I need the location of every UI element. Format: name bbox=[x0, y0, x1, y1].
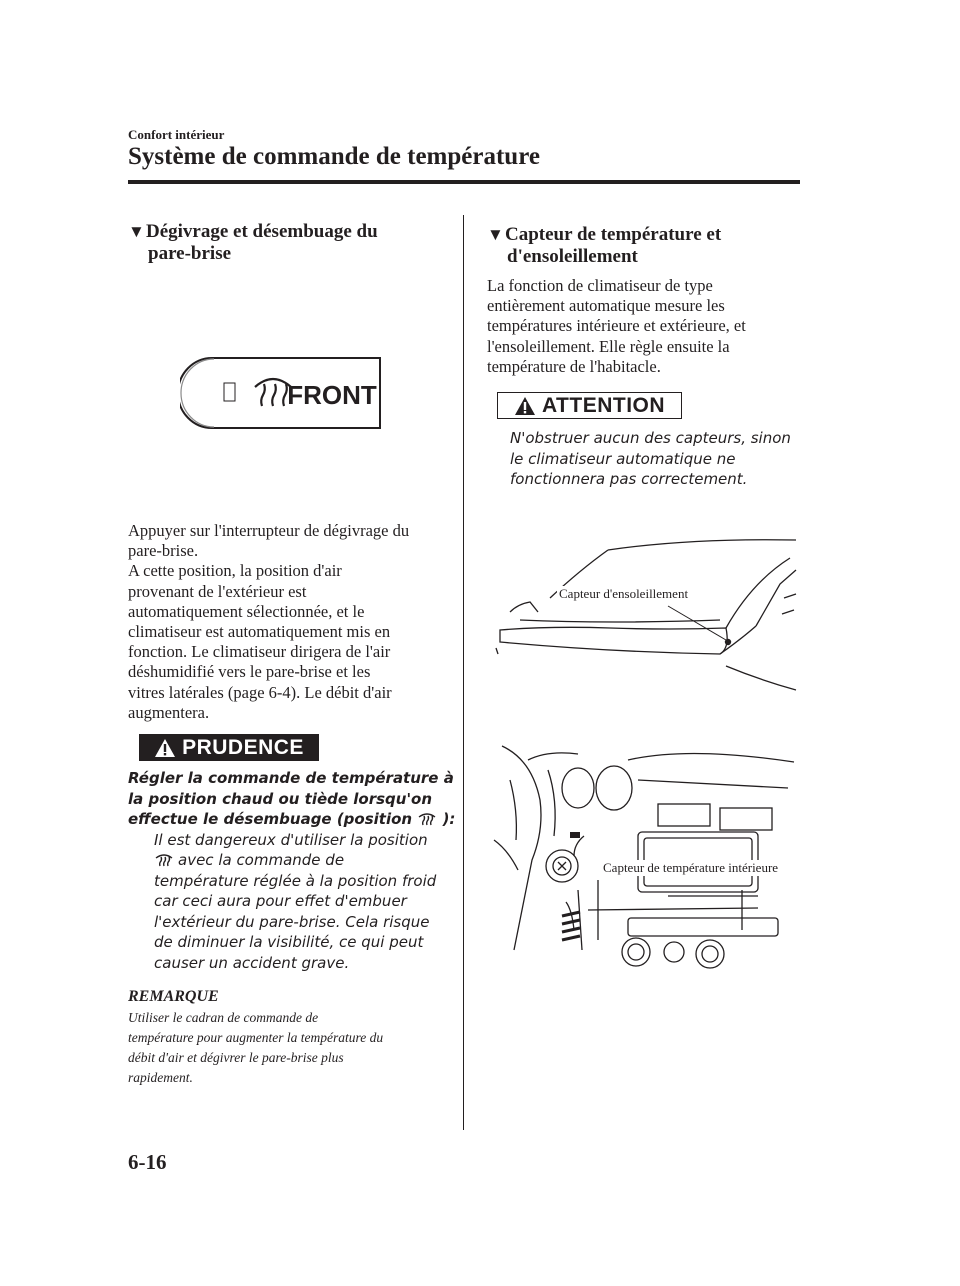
defrost-heading bbox=[128, 221, 448, 265]
defrost-body bbox=[128, 521, 458, 723]
triangle-marker-icon: ▼ bbox=[487, 225, 504, 244]
body-line: A cette position, la position d'air bbox=[128, 561, 342, 581]
body-line: l'ensoleillement. Elle règle ensuite la bbox=[487, 336, 730, 356]
caution-line: car ceci aura pour effet d'embuer bbox=[154, 892, 407, 910]
body-line: provenant de l'extérieur est bbox=[128, 581, 307, 601]
sensor-heading-line2: d'ensoleillement bbox=[507, 246, 638, 267]
caution-line: Il est dangereux d'utiliser la position bbox=[154, 830, 428, 849]
caution-banner bbox=[139, 734, 319, 761]
warning-triangle-icon bbox=[514, 396, 536, 416]
caution-line: de diminuer la visibilité, ce qui peut bbox=[154, 933, 424, 951]
body-line: fonction. Le climatiseur dirigera de l'air bbox=[128, 642, 391, 662]
caution-text bbox=[128, 768, 458, 973]
column-divider bbox=[463, 215, 464, 1130]
note-line: rapidement. bbox=[128, 1070, 193, 1085]
body-line: augmentera. bbox=[128, 702, 210, 722]
caution-line: causer un accident grave. bbox=[154, 953, 350, 972]
title-rule bbox=[128, 180, 800, 184]
body-line: automatiquement sélectionnée, et le bbox=[128, 601, 365, 621]
body-line: entièrement automatique mesure les bbox=[487, 296, 725, 316]
body-line: température de l'habitacle. bbox=[487, 356, 661, 376]
front-defroster-button-illustration bbox=[180, 357, 382, 434]
attention-line: fonctionnera pas correctement. bbox=[510, 470, 748, 488]
attention-line: le climatiseur automatique ne bbox=[510, 449, 736, 468]
body-line: températures intérieure et extérieure, et bbox=[487, 316, 746, 336]
warning-triangle-icon bbox=[154, 738, 176, 758]
body-line: climatiseur est automatiquement mis en bbox=[128, 622, 391, 642]
note-title: REMARQUE bbox=[128, 988, 219, 1005]
interior-temperature-sensor-marker bbox=[570, 832, 580, 838]
defrost-heading-line1: Dégivrage et désembuage du bbox=[146, 221, 378, 242]
note-line: débit d'air et dégivrer le pare-brise plus bbox=[128, 1050, 344, 1065]
triangle-marker-icon: ▼ bbox=[128, 222, 145, 241]
body-line: déshumidifié vers le pare-brise et les bbox=[128, 662, 371, 682]
defroster-icon bbox=[154, 853, 174, 867]
sunlight-sensor-callout: Capteur d'ensoleillement bbox=[559, 586, 689, 601]
page-title: Système de commande de température bbox=[128, 143, 540, 170]
caution-line: avec la commande de bbox=[178, 851, 345, 869]
body-line: pare-brise. bbox=[128, 541, 199, 561]
caution-line: température réglée à la position froid bbox=[154, 871, 437, 890]
caution-line: Régler la commande de température à bbox=[128, 769, 454, 787]
attention-text bbox=[510, 428, 810, 490]
section-label: Confort intérieur bbox=[128, 127, 225, 142]
note-line: température pour augmenter la température du bbox=[128, 1030, 384, 1045]
caution-line: l'extérieur du pare-brise. Cela risque bbox=[154, 912, 430, 931]
body-line: Appuyer sur l'interrupteur de dégivrage du bbox=[128, 521, 410, 540]
interior-sensor-callout: Capteur de température intérieure bbox=[603, 860, 779, 875]
note-line: Utiliser le cadran de commande de bbox=[128, 1010, 319, 1025]
sensor-heading-line1: Capteur de température et bbox=[505, 224, 722, 245]
body-line: vitres latérales (page 6-4). Le débit d'air bbox=[128, 682, 392, 702]
attention-line: N'obstruer aucun des capteurs, sinon bbox=[510, 429, 791, 447]
page-number: 6-16 bbox=[128, 1150, 167, 1174]
caution-label: PRUDENCE bbox=[182, 735, 304, 759]
sensor-body bbox=[487, 276, 807, 377]
callout-leader bbox=[668, 606, 726, 640]
note-body bbox=[128, 1008, 458, 1088]
defroster-icon bbox=[417, 812, 437, 826]
caution-line: la position chaud ou tiède lorsqu'on bbox=[128, 789, 433, 808]
defrost-heading-line2: pare-brise bbox=[148, 243, 232, 264]
body-line: La fonction de climatiseur de type bbox=[487, 276, 713, 295]
sensor-heading bbox=[487, 224, 807, 268]
front-button-label: FRONT bbox=[287, 380, 377, 410]
attention-banner bbox=[497, 392, 682, 419]
caution-line: ): bbox=[442, 810, 456, 828]
attention-label: ATTENTION bbox=[541, 393, 666, 417]
caution-line: effectue le désembuage (position bbox=[128, 810, 413, 828]
windshield-sunlight-sensor-illustration bbox=[490, 530, 800, 715]
